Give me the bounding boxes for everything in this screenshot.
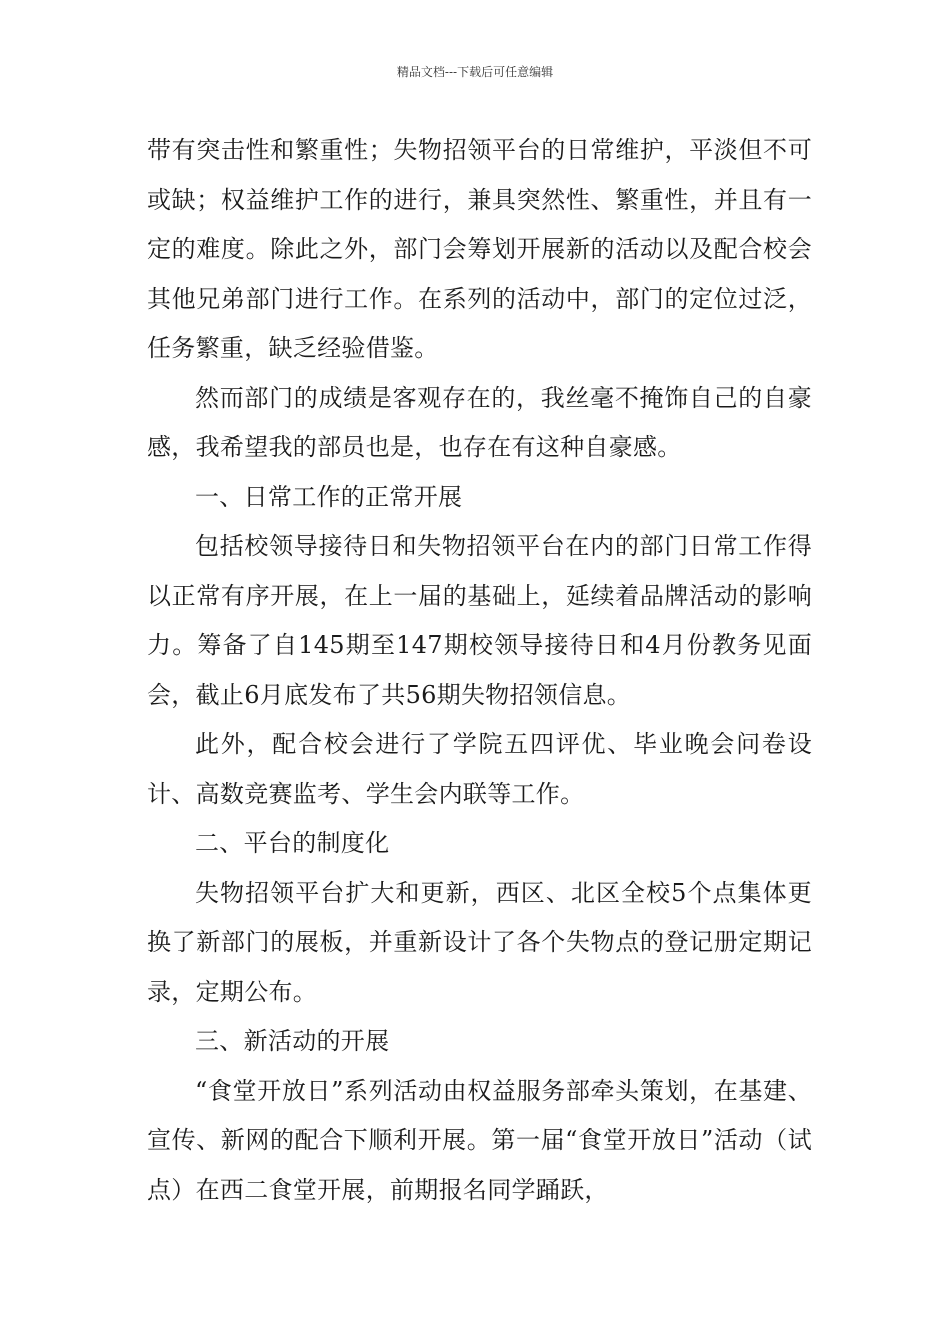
paragraph: 带有突击性和繁重性；失物招领平台的日常维护，平淡但不可或缺；权益维护工作的进行，兼具突然性、繁重性，并且有一定的难度。除此之外，部门会筹划开展新的活动以及配合校会其他兄弟部门进行工作。在系列的活动中，部门的定位过泛，任务繁重，缺乏经验借鉴。 [147,136,812,362]
page-header: 精品文档---下载后可任意编辑 [396,65,554,79]
paragraph: 此外，配合校会进行了学院五四评优、毕业晚会问卷设计、高数竞赛监考、学生会内联等工作。 [147,730,812,808]
paragraph: “食堂开放日”系列活动由权益服务部牵头策划，在基建、宣传、新网的配合下顺利开展。第一届“食堂开放日”活动（试点）在西二食堂开展，前期报名同学踊跃， [147,1076,812,1204]
document-body [147,126,812,1215]
paragraph: 然而部门的成绩是客观存在的，我丝毫不掩饰自己的自豪感，我希望我的部员也是，也存在有这种自豪感。 [147,383,812,461]
section-heading: 二、平台的制度化 [195,829,390,857]
paragraph: 包括校领导接待日和失物招领平台在内的部门日常工作得以正常有序开展，在上一届的基础上，延续着品牌活动的影响力。筹备了自145期至147期校领导接待日和4月份教务见面会，截止6月底发布了共56期失物招领信息。 [147,532,812,709]
section-heading: 三、新活动的开展 [195,1027,390,1055]
paragraph: 失物招领平台扩大和更新，西区、北区全校5个点集体更换了新部门的展板，并重新设计了各个失物点的登记册定期记录，定期公布。 [147,878,812,1006]
section-heading: 一、日常工作的正常开展 [195,482,463,511]
